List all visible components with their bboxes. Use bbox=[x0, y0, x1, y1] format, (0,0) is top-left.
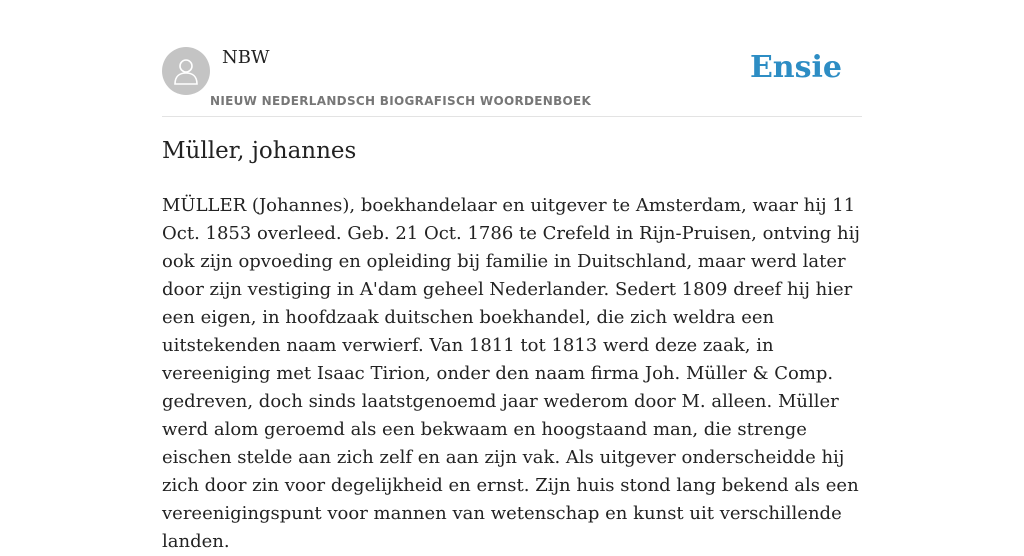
source-subtitle: NIEUW NEDERLANDSCH BIOGRAFISCH WOORDENBOEK bbox=[210, 94, 592, 108]
source-name[interactable]: NBW bbox=[222, 47, 270, 68]
article-title: Müller, johannes bbox=[162, 138, 357, 164]
article-body: MÜLLER (Johannes), boekhandelaar en uitgever te Amsterdam, waar hij 11 Oct. 1853 overleed. Geb. 21 Oct. 1786 te Crefeld in Rijn-Pruisen, ontving hij ook zijn opvoeding en opleiding bij familie in Duitschland, maar werd later door zijn vestiging in A'dam geheel Nederlander. Sedert 1809 dreef hij hier een eigen, in hoofdzaak duitschen boekhandel, die zich weldra een uitstekenden naam verwierf. Van 1811 tot 1813 werd deze zaak, in vereeniging met Isaac Tirion, onder den naam firma Joh. Müller & Comp. gedreven, doch sinds laatstgenoemd jaar wederom door M. alleen. Müller werd alom geroemd als een bekwaam en hoogstaand man, die strenge eischen stelde aan zich zelf en aan zijn vak. Als uitgever onderscheidde hij zich door zin voor degelijkheid en ernst. Zijn huis stond lang bekend als een vereenigingspunt voor mannen van wetenschap en kunst uit verschillende landen. bbox=[162, 195, 860, 552]
source-avatar[interactable] bbox=[162, 47, 210, 95]
source-header bbox=[162, 46, 862, 117]
ensie-logo[interactable]: Ensie bbox=[749, 50, 842, 85]
user-icon bbox=[173, 57, 199, 85]
